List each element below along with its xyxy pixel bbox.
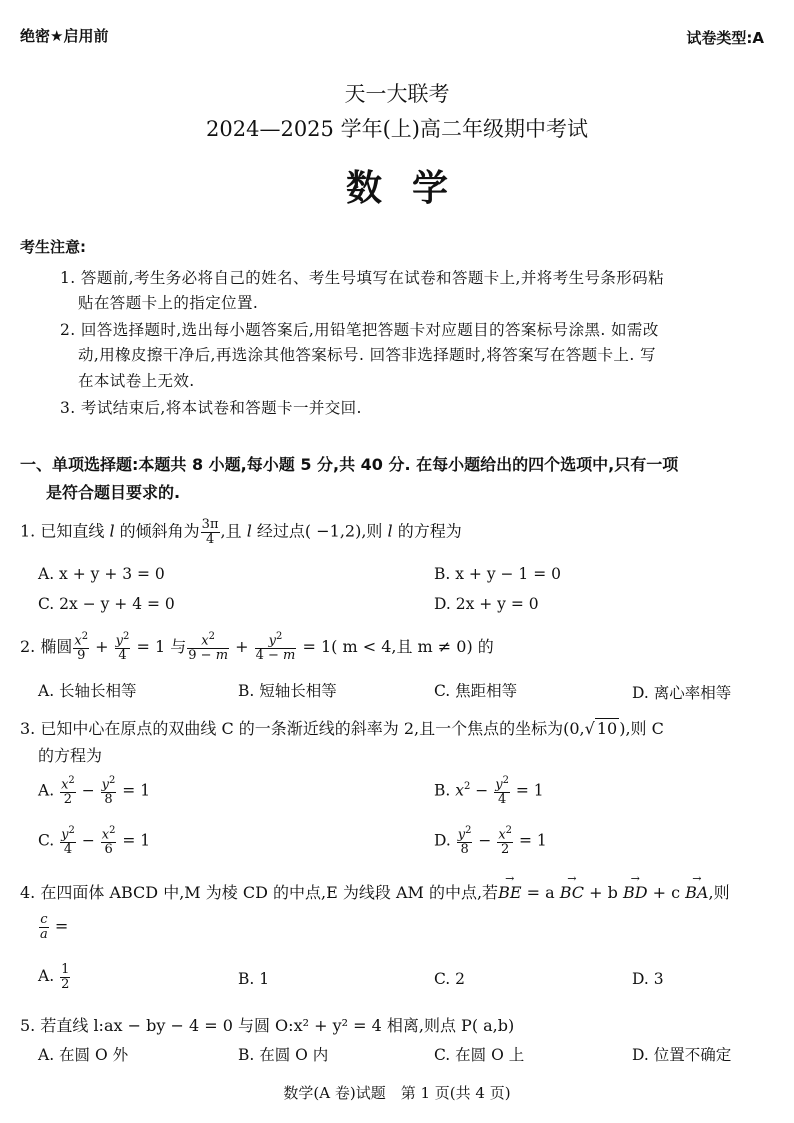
q5-option-c: C. 在圆 O 上 <box>434 1046 525 1064</box>
question-4-cont: $\frac{c}{a}$ = <box>40 912 69 942</box>
notice-line: 2. 回答选择题时,选出每小题答案后,用铅笔把答题卡对应题目的答案标号涂黑. 如需改 <box>60 321 659 339</box>
question-3: 3. 已知中心在原点的双曲线 C 的一条渐近线的斜率为 2,且一个焦点的坐标为(0,√ 10 ),则 C <box>20 719 664 738</box>
section-heading-cont: 是符合题目要求的. <box>46 483 181 502</box>
q4-option-d: D. 3 <box>632 970 664 988</box>
question-5: 5. 若直线 l:ax − by − 4 = 0 与圆 O:x² + y² = 4 相离,则点 P( a,b) <box>20 1016 515 1035</box>
question-4: 4. 在四面体 ABCD 中,M 为棱 CD 的中点,E 为线段 AM 的中点,若→ BE = a → BC + b → BD + c → BA,则 <box>20 880 730 903</box>
q3-option-c: C. $\frac{y^2}{4}$ − $\frac{x^2}{6}$ = 1 <box>38 825 151 857</box>
q2-option-d: D. 离心率相等 <box>632 684 732 702</box>
q1-option-a: A. x + y + 3 = 0 <box>38 565 165 583</box>
q2-option-b: B. 短轴长相等 <box>238 682 337 700</box>
q4-option-c: C. 2 <box>434 970 466 988</box>
notice-line: 贴在答题卡上的指定位置. <box>78 294 259 312</box>
q3-option-b: B. $x^2$ − $\frac{y^2}{4}$ = 1 <box>434 775 544 807</box>
q1-option-b: B. x + y − 1 = 0 <box>434 565 561 583</box>
q4-option-b: B. 1 <box>238 970 270 988</box>
paper-type-label: 试卷类型:A <box>686 29 764 47</box>
question-2: 2. 椭圆 $\frac{x^2}{9}$ + $\frac{y^2}{4}$ = 1 与 $\frac{x^2}{9 - m}$ + $\frac{y^2}{4 - m}$ = 1( m < 4,且 m ≠ 0) 的 <box>20 631 494 663</box>
q2-option-a: A. 长轴长相等 <box>38 682 137 700</box>
q5-option-b: B. 在圆 O 内 <box>238 1046 329 1064</box>
confidential-label: 绝密★启用前 <box>20 27 109 45</box>
question-1: 1. 已知直线 l 的倾斜角为 $\frac{3\pi}{4}$ ,且 l 经过点( −1,2),则 l 的方程为 <box>20 517 462 547</box>
fraction: $\frac{3\pi}{4}$ <box>201 517 219 547</box>
q1-option-d: D. 2x + y = 0 <box>434 595 539 613</box>
q1-option-c: C. 2x − y + 4 = 0 <box>38 595 175 613</box>
q5-option-a: A. 在圆 O 外 <box>38 1046 129 1064</box>
q2-option-c: C. 焦距相等 <box>434 682 518 700</box>
notice-line: 3. 考试结束后,将本试卷和答题卡一并交回. <box>60 399 362 417</box>
exam-title: 2024—2025 学年(上)高二年级期中考试 <box>206 117 588 141</box>
q3-option-a: A. $\frac{x^2}{2}$ − $\frac{y^2}{8}$ = 1 <box>38 775 151 807</box>
notice-line: 1. 答题前,考生务必将自己的姓名、考生号填写在试卷和答题卡上,并将考生号条形码粘 <box>60 269 664 287</box>
notice-line: 动,用橡皮擦干净后,再选涂其他答案标号. 回答非选择题时,将答案写在答题卡上. 写 <box>78 346 656 364</box>
q5-option-d: D. 位置不确定 <box>632 1046 732 1064</box>
subject-title: 数学 <box>345 168 478 209</box>
notice-heading: 考生注意: <box>20 238 86 256</box>
q3-option-d: D. $\frac{y^2}{8}$ − $\frac{x^2}{2}$ = 1 <box>434 825 547 857</box>
exam-organizer: 天一大联考 <box>344 82 450 106</box>
notice-line: 在本试卷上无效. <box>78 372 195 390</box>
section-heading: 一、单项选择题:本题共 8 小题,每小题 5 分,共 40 分. 在每小题给出的四个选项中,只有一项 <box>20 455 679 474</box>
question-3-cont: 的方程为 <box>38 746 103 765</box>
page-footer: 数学(A 卷)试题 第 1 页(共 4 页) <box>283 1084 511 1102</box>
q4-option-a: A. $\frac{1}{2}$ <box>38 962 70 992</box>
